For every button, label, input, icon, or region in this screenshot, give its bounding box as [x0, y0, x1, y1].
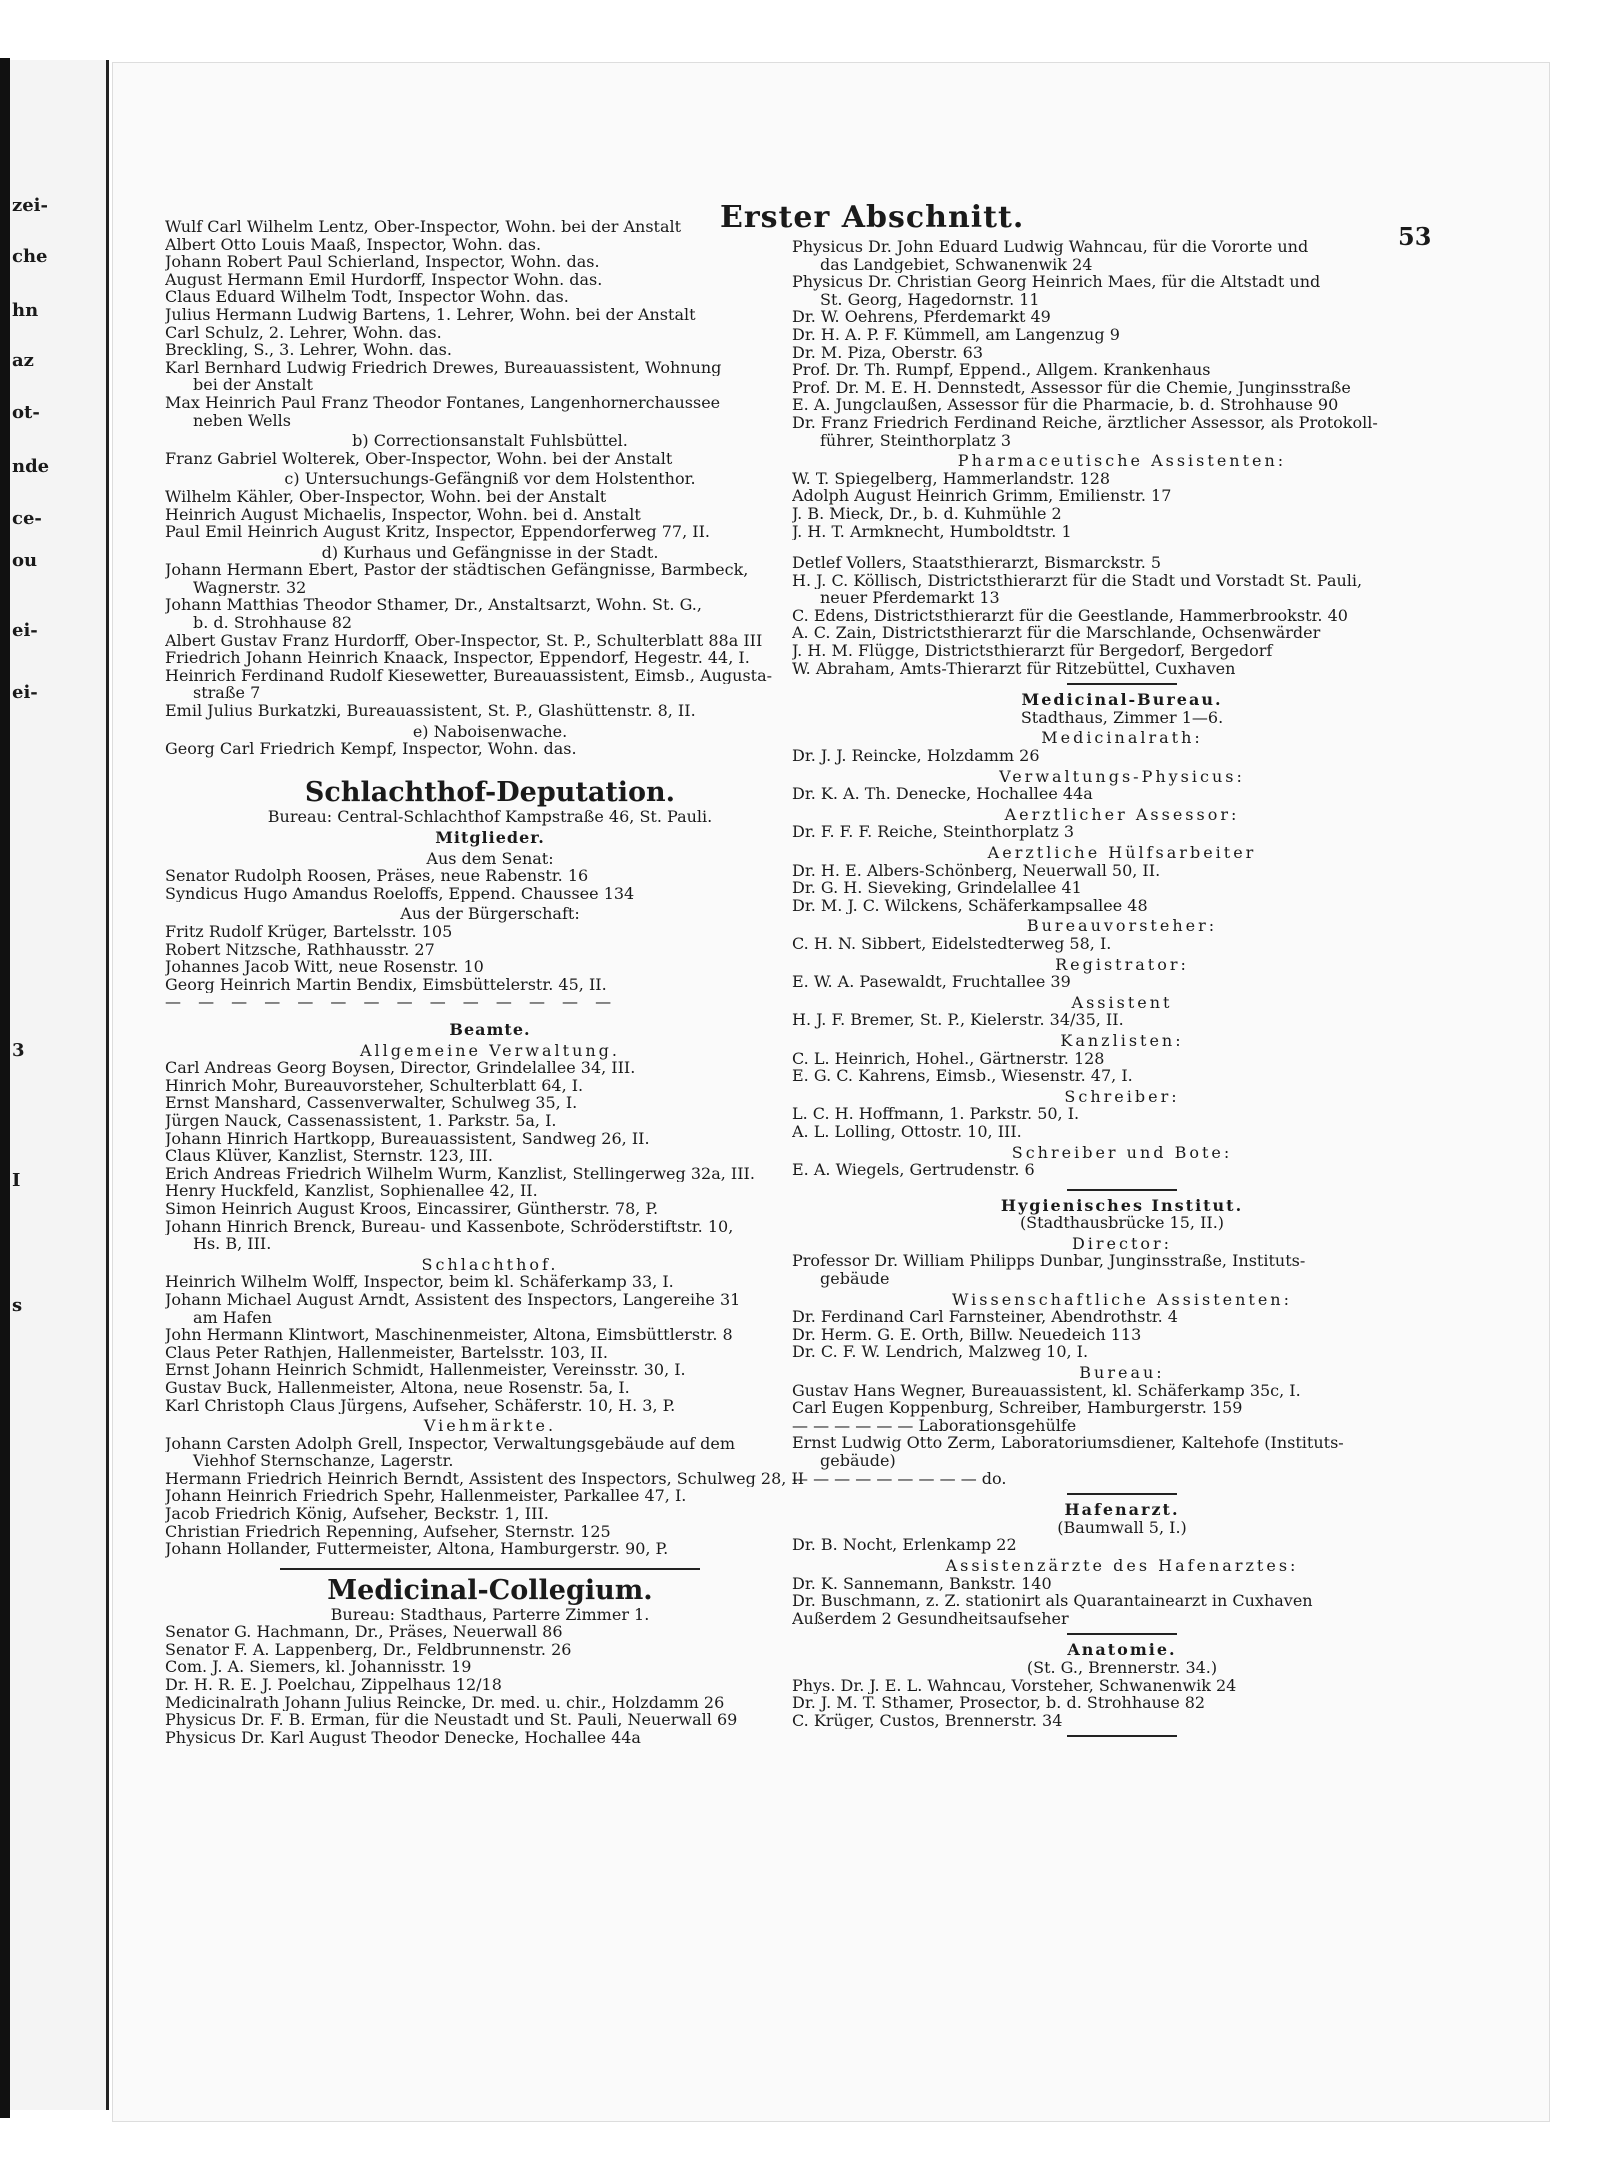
group-heading: Pharmaceutische Assistenten:: [957, 451, 1287, 471]
entry-line: Jürgen Nauck, Cassenassistent, 1. Parkstr. 5a, I.: [165, 1112, 557, 1130]
entry-line: Prof. Dr. M. E. H. Dennstedt, Assessor für die Chemie, Junginsstraße: [792, 378, 1351, 397]
dash-separator: — — — — — — — — — — — — — —: [165, 993, 618, 1012]
entry-line: Dr. G. H. Sieveking, Grindelallee 41: [792, 879, 1082, 897]
group-heading: Assistent: [1071, 992, 1173, 1012]
entry-line: Karl Christoph Claus Jürgens, Aufseher, Schäferstr. 10, H. 3, P.: [165, 1396, 676, 1415]
entry-line: J. H. T. Armknecht, Humboldtstr. 1: [792, 522, 1072, 541]
entry-line: Dr. Franz Friedrich Ferdinand Reiche, ärztlicher Assessor, als Protokoll-: [792, 413, 1378, 432]
schlachthof-title: Schlachthof-Deputation.: [304, 776, 676, 808]
group-heading: Aerztliche Hülfsarbeiter: [987, 843, 1257, 862]
entry-line: Syndicus Hugo Amandus Roeloffs, Eppend. Chaussee 134: [165, 884, 635, 903]
entry-line: Wilhelm Kähler, Ober-Inspector, Wohn. bei der Anstalt: [165, 487, 607, 506]
group-heading: Schreiber und Bote:: [1011, 1142, 1233, 1162]
group-heading: Registrator:: [1055, 954, 1189, 974]
entry-line: Claus Eduard Wilhelm Todt, Inspector Wohn. das.: [165, 288, 569, 306]
prev-fragment: zei-: [12, 195, 48, 216]
entry-line: führer, Steinthorplatz 3: [820, 431, 1012, 450]
entry-line: Adolph August Heinrich Grimm, Emilienstr. 17: [792, 487, 1172, 505]
entry-line: gebäude): [820, 1452, 896, 1470]
entry-line: Henry Huckfeld, Kanzlist, Sophienallee 42, II.: [165, 1182, 538, 1200]
hygiene-institute-title: Hygienisches Institut.: [1000, 1195, 1244, 1215]
address-line: (Stadthausbrücke 15, II.): [1019, 1213, 1225, 1233]
section-rule: [1067, 1493, 1177, 1495]
entry-line: St. Georg, Hagedornstr. 11: [820, 290, 1040, 309]
entry-line: b. d. Strohhause 82: [193, 614, 353, 632]
previous-page-edge: [10, 60, 109, 2110]
entry-line: C. H. N. Sibbert, Eidelstedterweg 58, I.: [792, 934, 1112, 953]
prev-fragment: ou: [12, 550, 38, 571]
entry-line: Dr. B. Nocht, Erlenkamp 22: [792, 1536, 1017, 1554]
entry-line: Außerdem 2 Gesundheitsaufseher: [792, 1609, 1069, 1628]
entry-line: E. G. C. Kahrens, Eimsb., Wiesenstr. 47, I.: [792, 1067, 1133, 1085]
entry-line: Physicus Dr. Christian Georg Heinrich Maes, für die Altstadt und: [792, 273, 1321, 291]
entry-line: Paul Emil Heinrich August Kritz, Inspector, Eppendorferweg 77, II.: [165, 523, 710, 541]
entry-line: Simon Heinrich August Kroos, Eincassirer, Güntherstr. 78, P.: [165, 1199, 659, 1218]
entry-line: H. J. C. Köllisch, Districtsthierarzt für die Stadt und Vorstadt St. Pauli,: [792, 571, 1363, 590]
entry-line: E. W. A. Pasewaldt, Fruchtallee 39: [792, 973, 1071, 991]
group-heading: Medicinalrath:: [1041, 728, 1203, 748]
entry-line: — — — — — — Laborationsgehülfe: [792, 1416, 1077, 1435]
prev-fragment: ce-: [12, 508, 42, 529]
entry-line: Johann Carsten Adolph Grell, Inspector, Verwaltungsgebäude auf dem: [165, 1434, 736, 1453]
bureau-line: Bureau: Stadthaus, Parterre Zimmer 1.: [330, 1604, 650, 1624]
entry-line: Dr. H. A. P. F. Kümmell, am Langenzug 9: [792, 325, 1120, 344]
group-heading: Allgemeine Verwaltung.: [359, 1040, 621, 1060]
entry-line: Georg Heinrich Martin Bendix, Eimsbüttelerstr. 45, II.: [165, 975, 607, 994]
entry-line: Gustav Buck, Hallenmeister, Altona, neue Rosenstr. 5a, I.: [165, 1378, 630, 1397]
entry-line: Johann Hinrich Brenck, Bureau- und Kassenbote, Schröderstiftstr. 10,: [165, 1217, 734, 1236]
entry-line: Senator G. Hachmann, Dr., Präses, Neuerwall 86: [165, 1623, 563, 1641]
entry-line: Johann Heinrich Friedrich Spehr, Hallenmeister, Parkallee 47, I.: [165, 1487, 687, 1506]
scan-frame: [0, 58, 10, 2118]
entry-line: Physicus Dr. John Eduard Ludwig Wahncau, für die Vororte und: [792, 238, 1309, 256]
entry-line: Johann Michael August Arndt, Assistent des Inspectors, Langereihe 31: [165, 1290, 741, 1309]
entry-line: Dr. Herm. G. E. Orth, Billw. Neuedeich 113: [792, 1325, 1142, 1344]
group-heading: Verwaltungs-Physicus:: [999, 766, 1245, 786]
entry-line: August Hermann Emil Hurdorff, Inspector Wohn. das.: [165, 270, 603, 289]
bureau-line: Bureau: Central-Schlachthof Kampstraße 46, St. Pauli.: [267, 806, 713, 826]
entry-line: bei der Anstalt: [193, 376, 313, 394]
prev-fragment: che: [12, 246, 48, 267]
entry-line: Dr. K. Sannemann, Bankstr. 140: [792, 1574, 1052, 1593]
entry-line: Erich Andreas Friedrich Wilhelm Wurm, Kanzlist, Stellingerweg 32a, III.: [165, 1164, 755, 1183]
prev-fragment: hn: [12, 300, 39, 321]
entry-line: C. Edens, Districtsthierarzt für die Geestlande, Hammerbrookstr. 40: [792, 606, 1348, 625]
group-heading: Director:: [1071, 1233, 1173, 1253]
entry-line: A. C. Zain, Districtsthierarzt für die Marschlande, Ochsenwärder: [792, 624, 1321, 643]
entry-line: Senator Rudolph Roosen, Präses, neue Rabenstr. 16: [165, 867, 589, 885]
group-heading: Bureau:: [1079, 1363, 1165, 1383]
entry-line: Heinrich Ferdinand Rudolf Kiesewetter, Bureauassistent, Eimsb., Augusta-: [165, 666, 773, 685]
entry-line: E. A. Jungclaußen, Assessor für die Pharmacie, b. d. Strohhause 90: [792, 396, 1339, 414]
entry-line: Albert Otto Louis Maaß, Inspector, Wohn. das.: [165, 235, 542, 254]
entry-line: Dr. M. Piza, Oberstr. 63: [792, 343, 984, 362]
prev-fragment: az: [12, 350, 34, 371]
entry-line: neben Wells: [193, 411, 291, 430]
prev-fragment: ei-: [12, 620, 38, 641]
entry-line: John Hermann Klintwort, Maschinenmeister, Altona, Eimsbüttlerstr. 8: [165, 1326, 733, 1344]
entry-line: Johann Hollander, Futtermeister, Altona, Hamburgerstr. 90, P.: [165, 1540, 669, 1558]
address-line: (St. G., Brennerstr. 34.): [1026, 1657, 1218, 1677]
entry-line: Wulf Carl Wilhelm Lentz, Ober-Inspector, Wohn. bei der Anstalt: [165, 218, 682, 236]
entry-line: J. H. M. Flügge, Districtsthierarzt für Bergedorf, Bergedorf: [792, 642, 1273, 660]
left-column: [165, 218, 815, 1746]
entry-line: Hermann Friedrich Heinrich Berndt, Assistent des Inspectors, Schulweg 28, II: [165, 1469, 805, 1488]
entry-line: Dr. M. J. C. Wilckens, Schäferkampsallee 48: [792, 896, 1148, 915]
prev-fragment: nde: [12, 456, 50, 477]
entry-line: Dr. K. A. Th. Denecke, Hochallee 44a: [792, 785, 1093, 803]
subsection-heading: b) Correctionsanstalt Fuhlsbüttel.: [352, 431, 628, 451]
entry-line: Dr. W. Oehrens, Pferdemarkt 49: [792, 308, 1051, 326]
group-heading: Kanzlisten:: [1060, 1030, 1184, 1050]
entry-line: W. Abraham, Amts-Thierarzt für Ritzebüttel, Cuxhaven: [792, 659, 1236, 678]
group-heading: Viehmärkte.: [423, 1416, 557, 1436]
entry-line: Medicinalrath Johann Julius Reincke, Dr. med. u. chir., Holzdamm 26: [165, 1693, 725, 1712]
entry-line: neuer Pferdemarkt 13: [820, 589, 1000, 607]
entry-line: Ernst Ludwig Otto Zerm, Laboratoriumsdiener, Kaltehofe (Instituts-: [792, 1434, 1344, 1452]
section-rule: [1067, 683, 1177, 685]
subsection-heading: d) Kurhaus und Gefängnisse in der Stadt.: [321, 542, 659, 562]
entry-line: Dr. Ferdinand Carl Farnsteiner, Abendrothstr. 4: [792, 1308, 1178, 1326]
entry-line: Jacob Friedrich König, Aufseher, Beckstr. 1, III.: [165, 1505, 549, 1523]
entry-line: Johann Hinrich Hartkopp, Bureauassistent, Sandweg 26, II.: [165, 1129, 650, 1148]
address-line: (Baumwall 5, I.): [1057, 1517, 1187, 1537]
entry-line: A. L. Lolling, Ottostr. 10, III.: [792, 1122, 1022, 1141]
entry-line: J. B. Mieck, Dr., b. d. Kuhmühle 2: [792, 504, 1062, 523]
group-heading: Wissenschaftliche Assistenten:: [952, 1289, 1292, 1309]
group-heading: Schlachthof.: [421, 1254, 559, 1274]
entry-line: Georg Carl Friedrich Kempf, Inspector, Wohn. das.: [165, 740, 577, 758]
entry-line: Dr. J. M. T. Sthamer, Prosector, b. d. Strohhause 82: [792, 1694, 1206, 1712]
entry-line: Heinrich August Michaelis, Inspector, Wohn. bei d. Anstalt: [165, 505, 641, 524]
group-heading: Assistenzärzte des Hafenarztes:: [945, 1555, 1299, 1575]
bureau-line: Stadthaus, Zimmer 1—6.: [1020, 707, 1224, 727]
prev-fragment: ei-: [12, 682, 38, 703]
entry-line: W. T. Spiegelberg, Hammerlandstr. 128: [792, 469, 1111, 488]
entry-line: am Hafen: [193, 1308, 272, 1327]
entry-line: Robert Nitzsche, Rathhausstr. 27: [165, 940, 435, 959]
collegium-title: Medicinal-Collegium.: [327, 1574, 653, 1606]
beamte-heading: Beamte.: [449, 1020, 531, 1040]
entry-line: Claus Peter Rathjen, Hallenmeister, Bartelsstr. 103, II.: [165, 1343, 608, 1362]
section-rule: [1067, 1633, 1177, 1635]
entry-line: Carl Schulz, 2. Lehrer, Wohn. das.: [165, 323, 442, 342]
entry-line: Dr. J. J. Reincke, Holzdamm 26: [792, 747, 1040, 765]
entry-line: L. C. H. Hoffmann, 1. Parkstr. 50, I.: [792, 1105, 1080, 1123]
entry-line: Fritz Rudolf Krüger, Bartelsstr. 105: [165, 923, 453, 941]
entry-line: — — — — — — — — — do.: [792, 1469, 1007, 1488]
entry-line: Dr. H. E. Albers-Schönberg, Neuerwall 50, II.: [792, 861, 1161, 880]
entry-line: Julius Hermann Ludwig Bartens, 1. Lehrer, Wohn. bei der Anstalt: [165, 305, 696, 324]
prev-fragment: s: [12, 1295, 23, 1316]
entry-line: Johann Matthias Theodor Sthamer, Dr., Anstaltsarzt, Wohn. St. G.,: [165, 596, 702, 615]
entry-line: Phys. Dr. J. E. L. Wahncau, Vorsteher, Schwanenwik 24: [792, 1676, 1237, 1695]
entry-line: Physicus Dr. F. B. Erman, für die Neustadt und St. Pauli, Neuerwall 69: [165, 1711, 738, 1729]
entry-line: Hs. B, III.: [193, 1235, 272, 1253]
medicinal-bureau-title: Medicinal-Bureau.: [1021, 690, 1223, 710]
entry-line: Franz Gabriel Wolterek, Ober-Inspector, Wohn. bei der Anstalt: [165, 449, 673, 468]
entry-line: Physicus Dr. Karl August Theodor Denecke, Hochallee 44a: [165, 1728, 641, 1747]
entry-line: Senator F. A. Lappenberg, Dr., Feldbrunnenstr. 26: [165, 1640, 572, 1659]
entry-line: Albert Gustav Franz Hurdorff, Ober-Inspector, St. P., Schulterblatt 88a III: [165, 631, 763, 650]
group-heading: Aus dem Senat:: [426, 848, 554, 868]
entry-line: C. Krüger, Custos, Brennerstr. 34: [792, 1711, 1063, 1730]
entry-line: Detlef Vollers, Staatsthierarzt, Bismarckstr. 5: [792, 554, 1162, 572]
entry-line: C. L. Heinrich, Hohel., Gärtnerstr. 128: [792, 1049, 1105, 1068]
right-column: [792, 238, 1452, 1743]
entry-line: Dr. Buschmann, z. Z. stationirt als Quarantainearzt in Cuxhaven: [792, 1592, 1313, 1610]
group-heading: Schreiber:: [1064, 1086, 1180, 1106]
entry-line: Claus Klüver, Kanzlist, Sternstr. 123, III.: [165, 1147, 493, 1165]
section-rule: [280, 1568, 700, 1570]
entry-line: Max Heinrich Paul Franz Theodor Fontanes, Langenhornerchaussee: [165, 393, 721, 412]
entry-line: straße 7: [193, 684, 261, 703]
members-heading: Mitglieder.: [435, 828, 545, 848]
entry-line: Breckling, S., 3. Lehrer, Wohn. das.: [165, 341, 452, 359]
entry-line: Wagnerstr. 32: [193, 578, 307, 597]
entry-line: Prof. Dr. Th. Rumpf, Eppend., Allgem. Krankenhaus: [792, 361, 1211, 379]
entry-line: Dr. C. F. W. Lendrich, Malzweg 10, I.: [792, 1343, 1089, 1362]
entry-line: Gustav Hans Wegner, Bureauassistent, kl. Schäferkamp 35c, I.: [792, 1381, 1301, 1400]
entry-line: Dr. H. R. E. J. Poelchau, Zippelhaus 12/18: [165, 1675, 502, 1694]
entry-line: E. A. Wiegels, Gertrudenstr. 6: [792, 1161, 1035, 1179]
entry-line: Johannes Jacob Witt, neue Rosenstr. 10: [165, 958, 484, 976]
subsection-heading: e) Naboisenwache.: [412, 721, 568, 741]
hafenarzt-title: Hafenarzt.: [1064, 1500, 1180, 1520]
prev-fragment: ot-: [12, 402, 40, 423]
prev-fragment: 3: [12, 1040, 25, 1061]
entry-line: Heinrich Wilhelm Wolff, Inspector, beim kl. Schäferkamp 33, I.: [165, 1273, 674, 1291]
entry-line: H. J. F. Bremer, St. P., Kielerstr. 34/35, II.: [792, 1011, 1124, 1029]
entry-line: Christian Friedrich Repenning, Aufseher, Sternstr. 125: [165, 1522, 611, 1541]
entry-line: Ernst Johann Heinrich Schmidt, Hallenmeister, Vereinsstr. 30, I.: [165, 1361, 686, 1379]
page-number: 53: [1398, 222, 1432, 251]
entry-line: Johann Hermann Ebert, Pastor der städtischen Gefängnisse, Barmbeck,: [165, 561, 749, 579]
entry-line: Karl Bernhard Ludwig Friedrich Drewes, Bureauassistent, Wohnung: [165, 358, 722, 377]
entry-line: Johann Robert Paul Schierland, Inspector, Wohn. das.: [165, 253, 600, 271]
entry-line: Hinrich Mohr, Bureauvorsteher, Schulterblatt 64, I.: [165, 1076, 584, 1095]
group-heading: Aus der Bürgerschaft:: [400, 904, 580, 924]
entry-line: Dr. F. F. F. Reiche, Steinthorplatz 3: [792, 823, 1075, 841]
entry-line: Carl Eugen Koppenburg, Schreiber, Hamburgerstr. 159: [792, 1399, 1243, 1417]
group-heading: Bureauvorsteher:: [1026, 916, 1218, 936]
entry-line: Carl Andreas Georg Boysen, Director, Grindelallee 34, III.: [165, 1059, 636, 1077]
entry-line: Viehhof Sternschanze, Lagerstr.: [193, 1452, 454, 1470]
section-rule: [1067, 1735, 1177, 1737]
entry-line: Professor Dr. William Philipps Dunbar, Junginsstraße, Instituts-: [792, 1252, 1306, 1271]
prev-fragment: I: [12, 1170, 21, 1191]
section-title: Erster Abschnitt.: [720, 200, 1025, 235]
section-rule: [1067, 1189, 1177, 1191]
entry-line: Ernst Manshard, Cassenverwalter, Schulweg 35, I.: [165, 1094, 578, 1112]
entry-line: Friedrich Johann Heinrich Knaack, Inspector, Eppendorf, Hegestr. 44, I.: [165, 649, 750, 667]
anatomie-title: Anatomie.: [1067, 1640, 1177, 1660]
entry-line: gebäude: [820, 1270, 890, 1288]
group-heading: Aerztlicher Assessor:: [1004, 804, 1240, 824]
entry-line: Emil Julius Burkatzki, Bureauassistent, St. P., Glashüttenstr. 8, II.: [165, 702, 696, 720]
entry-line: das Landgebiet, Schwanenwik 24: [820, 255, 1093, 274]
entry-line: Com. J. A. Siemers, kl. Johannisstr. 19: [165, 1658, 472, 1676]
subsection-heading: c) Untersuchungs-Gefängniß vor dem Holstenthor.: [284, 469, 696, 489]
